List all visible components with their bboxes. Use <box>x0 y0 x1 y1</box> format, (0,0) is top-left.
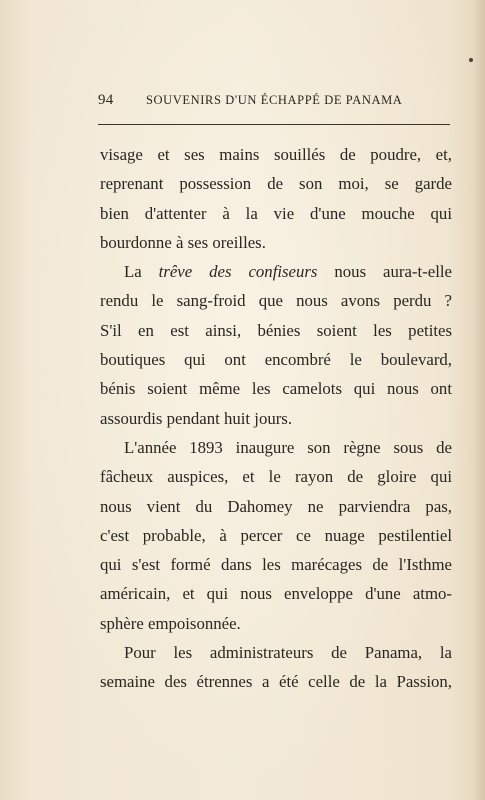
text-line: qui s'est formé dans les marécages de l'Isthme <box>100 555 452 575</box>
text-line: nous vient du Dahomey ne parviendra pas, <box>100 496 452 516</box>
page-number: 94 <box>98 92 114 108</box>
running-head <box>98 92 450 110</box>
text-line: reprenant possession de son moi, se garde <box>100 174 452 194</box>
text-line: S'il en est ainsi, bénies soient les petites <box>100 320 452 340</box>
text-line: bourdonne à ses oreilles. <box>100 232 266 252</box>
text-line: visage et ses mains souillés de poudre, et, <box>100 145 452 164</box>
text-line: bien d'attenter à la vie d'une mouche qui <box>100 203 452 223</box>
text-line: rendu le sang-froid que nous avons perdu ? <box>100 291 452 311</box>
text-line: fâcheux auspices, et le rayon de gloire qui <box>100 467 452 487</box>
italic-title: trêve des confiseurs <box>158 262 318 282</box>
running-title: SOUVENIRS D'UN ÉCHAPPÉ DE PANAMA <box>146 93 403 107</box>
text-line: assourdis pendant huit jours. <box>100 408 293 428</box>
text-line: bénis soient même les camelots qui nous ont <box>100 379 452 399</box>
header-rule <box>98 124 450 125</box>
ink-speck <box>469 58 473 62</box>
page-edge-shadow <box>473 0 485 800</box>
text-line: sphère empoisonnée. <box>100 613 241 633</box>
text-line: L'année 1893 inaugure son règne sous de <box>124 437 452 457</box>
text-line <box>100 257 452 286</box>
text-line: semaine des étrennes a été celle de la Passion, <box>100 672 452 692</box>
text-fragment: nous aura-t-elle <box>317 262 452 282</box>
text-line: Pour les administrateurs de Panama, la <box>124 643 452 663</box>
body-text <box>100 140 452 697</box>
text-line: américain, et qui nous enveloppe d'une atmo- <box>100 584 452 604</box>
text-fragment: La <box>124 262 159 282</box>
text-line: boutiques qui ont encombré le boulevard, <box>100 350 452 370</box>
text-line: c'est probable, à percer ce nuage pestilentiel <box>100 525 452 545</box>
